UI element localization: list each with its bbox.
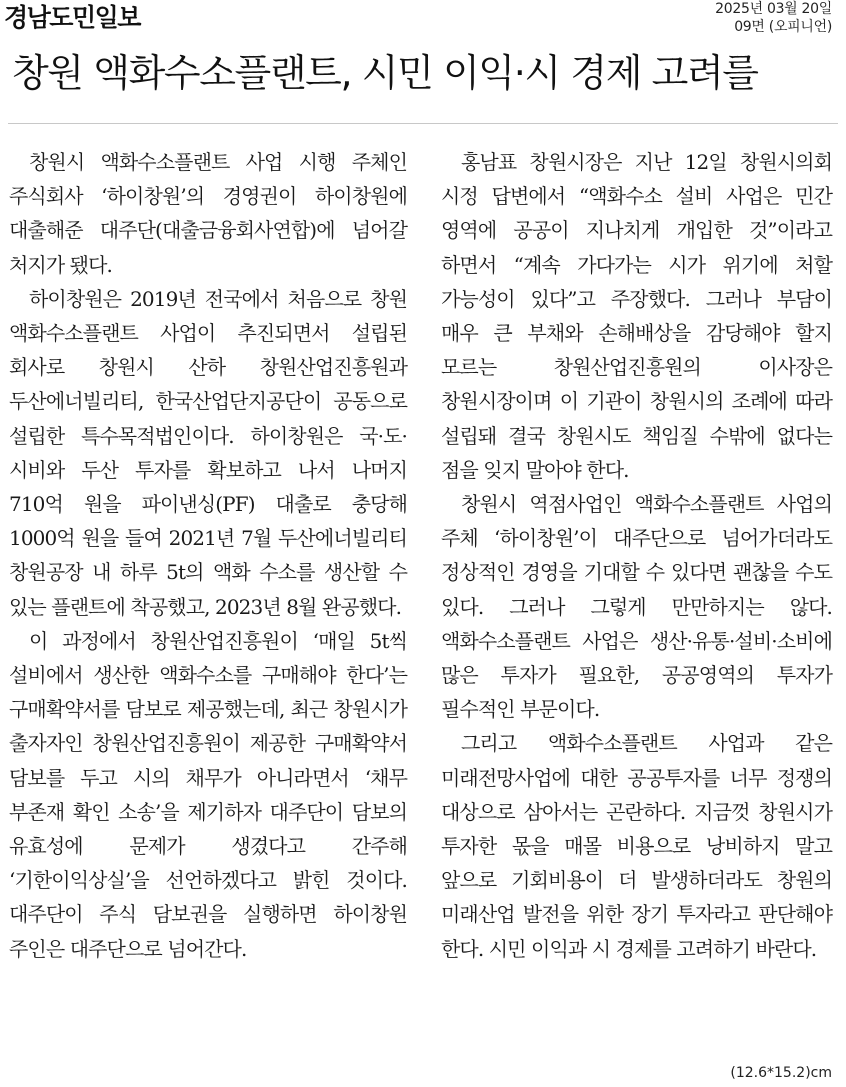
- page-section: 09면 (오피니언): [734, 19, 832, 35]
- article-paragraph: 홍남표 창원시장은 지난 12일 창원시의회 시정 답변에서 “액화수소 설비 사업은 민간 영역에 공공이 지나치게 개입한 것”이라고 하면서 “계속 가다가는 시가 위기에 처할 가능성이 있다”고 주장했다. 그러나 부담이 매우 큰 부채와 손해배상을 감당해야 할지 모르는 창원산업진흥원의 이사장은 창원시장이며 이 기관이 창원시의 조례에 따라 설립돼 결국 창원시도 책임질 수밖에 없다는 점을 잊지 말아야 한다.: [441, 150, 832, 482]
- article-paragraph: 창원시 역점사업인 액화수소플랜트 사업의 주체 ‘하이창원’이 대주단으로 넘어가더라도 정상적인 경영을 기대할 수 있다면 괜찮을 수도 있다. 그러나 그렇게 만만하지는 않다. 액화수소플랜트 사업은 생산·유통·설비·소비에 많은 투자가 필요한, 공공영역의 투자가 필수적인 부문이다.: [441, 492, 832, 722]
- article-column-left: [9, 145, 407, 966]
- clipping-size-note: (12.6*15.2)cm: [730, 1065, 832, 1081]
- headline-divider: [8, 123, 838, 124]
- newspaper-masthead: 경남도민일보: [4, 3, 140, 32]
- publication-date: 2025년 03월 20일: [715, 1, 832, 17]
- article-column-right: [441, 145, 832, 966]
- article-paragraph: 하이창원은 2019년 전국에서 처음으로 창원 액화수소플랜트 사업이 추진되면서 설립된 회사로 창원시 산하 창원산업진흥원과 두산에너빌리티, 한국산업단지공단이 공동으로 설립한 특수목적법인이다. 하이창원은 국·도·시비와 두산 투자를 확보하고 나서 나머지 710억 원을 파이낸싱(PF) 대출로 충당해 1000억 원을 들여 2021년 7월 두산에너빌리티 창원공장 내 하루 5t의 액화 수소를 생산할 수 있는 플랜트에 착공했고, 2023년 8월 완공했다.: [9, 286, 407, 619]
- article-paragraph: 이 과정에서 창원산업진흥원이 ‘매일 5t씩 설비에서 생산한 액화수소를 구매해야 한다’는 구매확약서를 담보로 제공했는데, 최근 창원시가 출자자인 창원산업진흥원이 제공한 구매확약서 담보를 두고 시의 채무가 아니라면서 ‘채무 부존재 확인 소송’을 제기하자 대주단이 담보의 유효성에 문제가 생겼다고 간주해 ‘기한이익상실’을 선언하겠다고 밝힌 것이다. 대주단이 주식 담보권을 실행하면 하이창원 주인은 대주단으로 넘어간다.: [9, 628, 407, 961]
- article-headline: 창원 액화수소플랜트, 시민 이익·시 경제 고려를: [12, 51, 758, 95]
- article-paragraph: 그리고 액화수소플랜트 사업과 같은 미래전망사업에 대한 공공투자를 너무 정쟁의 대상으로 삼아서는 곤란하다. 지금껏 창원시가 투자한 몫을 매몰 비용으로 낭비하지 말고 앞으로 기회비용이 더 발생하더라도 창원의 미래산업 발전을 위한 장기 투자라고 판단해야 한다. 시민 이익과 시 경제를 고려하기 바란다.: [441, 731, 832, 961]
- article-meta: [715, 0, 832, 36]
- article-paragraph: 창원시 액화수소플랜트 사업 시행 주체인 주식회사 ‘하이창원’의 경영권이 하이창원에 대출해준 대주단(대출금융회사연합)에 넘어갈 처지가 됐다.: [9, 150, 407, 277]
